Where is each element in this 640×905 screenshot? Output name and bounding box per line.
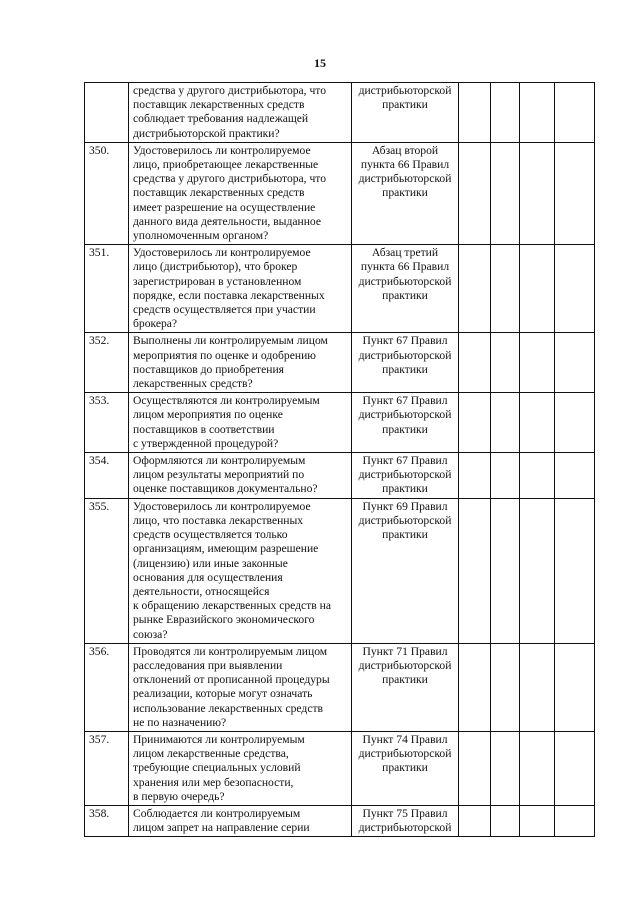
question-line: средства у другого дистрибьютора, что xyxy=(133,84,327,97)
answer-cell-3 xyxy=(520,393,555,453)
question-line: Осуществляются ли контролируемым xyxy=(133,394,320,408)
answer-cell-3 xyxy=(520,245,555,333)
question-line: дистрибьюторской практики? xyxy=(133,126,280,140)
answer-cell-2 xyxy=(491,393,520,453)
reference-line: пункта 66 Правил xyxy=(360,260,450,274)
question-line: уполномоченным органом? xyxy=(133,229,269,243)
question-line: (лицензию) или иные законные xyxy=(133,556,288,570)
reference-line: практики xyxy=(382,362,428,376)
answer-cell-3 xyxy=(520,453,555,499)
answer-cell-1 xyxy=(459,393,491,453)
table-row xyxy=(85,453,595,499)
answer-cell-1 xyxy=(459,453,491,499)
table-row xyxy=(85,643,595,731)
answer-cell-3 xyxy=(520,805,555,836)
answer-cell-4 xyxy=(555,453,595,499)
answer-cell-3 xyxy=(520,643,555,731)
question-line: лекарственных средств? xyxy=(133,377,253,391)
answer-cell-1 xyxy=(459,498,491,643)
reference-cell xyxy=(352,83,459,143)
reference-line: практики xyxy=(382,528,428,542)
question-line: Соблюдается ли контролируемым xyxy=(133,806,301,820)
reference-line: Пункт 74 Правил xyxy=(362,732,448,746)
question-line: в первую очередь? xyxy=(133,789,225,803)
question-line: соблюдает требования надлежащей xyxy=(133,112,309,126)
question-cell xyxy=(129,643,352,731)
row-number: 358. xyxy=(85,805,129,836)
reference-line: Абзац третий xyxy=(371,246,439,260)
row-number: 356. xyxy=(85,643,129,731)
reference-line: дистрибьюторской xyxy=(358,274,452,288)
answer-cell-3 xyxy=(520,142,555,244)
question-line: порядке, если поставка лекарственных xyxy=(133,288,325,302)
answer-cell-2 xyxy=(491,731,520,805)
question-line: лицом запрет на направление серии xyxy=(133,821,310,835)
answer-cell-1 xyxy=(459,731,491,805)
reference-line: дистрибьюторской xyxy=(358,821,452,835)
question-line: Проводятся ли контролируемым лицом xyxy=(133,644,328,658)
answer-cell-2 xyxy=(491,142,520,244)
answer-cell-2 xyxy=(491,643,520,731)
reference-line: Пункт 71 Правил xyxy=(362,644,448,658)
reference-line: практики xyxy=(382,482,428,496)
reference-cell xyxy=(352,333,459,393)
row-number: 350. xyxy=(85,142,129,244)
question-line: Выполнены ли контролируемым лицом xyxy=(133,334,328,348)
question-cell xyxy=(129,453,352,499)
question-line: Удостоверилось ли контролируемое xyxy=(133,143,311,157)
question-line: лицо, приобретающее лекарственные xyxy=(133,158,319,172)
question-line: поставщиков до приобретения xyxy=(133,362,285,376)
question-line: рынке Евразийского экономического xyxy=(133,613,315,627)
reference-cell xyxy=(352,805,459,836)
reference-line: практики xyxy=(382,98,428,112)
reference-line: дистрибьюторской xyxy=(358,513,452,527)
row-number: 357. xyxy=(85,731,129,805)
question-line: брокера? xyxy=(133,317,178,331)
question-line: лицо, что поставка лекарственных xyxy=(133,513,304,527)
answer-cell-3 xyxy=(520,731,555,805)
reference-line: дистрибьюторской xyxy=(358,172,452,186)
question-line: лицом мероприятия по оценке xyxy=(133,408,283,422)
answer-cell-3 xyxy=(520,498,555,643)
answer-cell-1 xyxy=(459,643,491,731)
reference-line: дистрибьюторской xyxy=(358,468,452,482)
answer-cell-1 xyxy=(459,245,491,333)
answer-cell-4 xyxy=(555,245,595,333)
answer-cell-4 xyxy=(555,333,595,393)
reference-line: дистрибьюторской xyxy=(358,84,452,97)
question-line: поставщик лекарственных средств xyxy=(133,98,305,112)
row-number: 352. xyxy=(85,333,129,393)
question-line: требующие специальных условий xyxy=(133,761,301,775)
answer-cell-4 xyxy=(555,83,595,143)
question-cell xyxy=(129,393,352,453)
answer-cell-1 xyxy=(459,805,491,836)
reference-line: практики xyxy=(382,673,428,687)
question-cell xyxy=(129,245,352,333)
table-row xyxy=(85,498,595,643)
answer-cell-1 xyxy=(459,142,491,244)
reference-cell xyxy=(352,245,459,333)
row-number: 355. xyxy=(85,498,129,643)
page-number: 15 xyxy=(314,56,326,70)
question-line: Оформляются ли контролируемым xyxy=(133,454,306,468)
question-line: деятельности, относящейся xyxy=(133,584,270,598)
reference-cell xyxy=(352,643,459,731)
table-row xyxy=(85,333,595,393)
answer-cell-4 xyxy=(555,142,595,244)
question-line: к обращению лекарственных средств на xyxy=(133,599,331,613)
reference-line: Пункт 67 Правил xyxy=(362,454,448,468)
question-line: союза? xyxy=(133,627,168,641)
reference-line: дистрибьюторской xyxy=(358,408,452,422)
reference-line: практики xyxy=(382,761,428,775)
reference-cell xyxy=(352,453,459,499)
question-line: Принимаются ли контролируемым xyxy=(133,732,305,746)
question-cell xyxy=(129,142,352,244)
question-cell xyxy=(129,83,352,143)
answer-cell-3 xyxy=(520,333,555,393)
reference-line: практики xyxy=(382,288,428,302)
question-line: средств осуществляется только xyxy=(133,528,288,542)
reference-line: дистрибьюторской xyxy=(358,658,452,672)
table-row xyxy=(85,245,595,333)
table-row xyxy=(85,805,595,836)
question-line: не по назначению? xyxy=(133,715,227,729)
answer-cell-2 xyxy=(491,83,520,143)
reference-cell xyxy=(352,393,459,453)
reference-line: пункта 66 Правил xyxy=(360,158,450,172)
question-line: данного вида деятельности, выданное xyxy=(133,214,322,228)
answer-cell-4 xyxy=(555,498,595,643)
question-line: отклонений от прописанной процедуры xyxy=(133,673,330,687)
checklist-table xyxy=(84,82,595,837)
answer-cell-1 xyxy=(459,333,491,393)
question-line: с утвержденной процедурой? xyxy=(133,436,279,450)
answer-cell-4 xyxy=(555,643,595,731)
question-line: использование лекарственных средств xyxy=(133,701,324,715)
question-line: Удостоверилось ли контролируемое xyxy=(133,499,311,513)
question-line: мероприятия по оценке и одобрению xyxy=(133,348,316,362)
question-line: хранения или мер безопасности, xyxy=(133,775,294,789)
question-line: имеет разрешение на осуществление xyxy=(133,200,316,214)
row-number: 351. xyxy=(85,245,129,333)
reference-line: дистрибьюторской xyxy=(358,348,452,362)
question-line: Удостоверилось ли контролируемое xyxy=(133,246,311,260)
question-line: лицом лекарственные средства, xyxy=(133,747,289,761)
table-row xyxy=(85,731,595,805)
question-line: оценке поставщиков документально? xyxy=(133,482,318,496)
question-line: лицо (дистрибьютор), что брокер xyxy=(133,260,298,274)
reference-line: Абзац второй xyxy=(371,143,439,157)
answer-cell-2 xyxy=(491,453,520,499)
question-line: расследования при выявлении xyxy=(133,658,283,672)
table-row xyxy=(85,83,595,143)
reference-cell xyxy=(352,731,459,805)
table-row xyxy=(85,142,595,244)
question-line: реализации, которые могут означать xyxy=(133,687,313,701)
reference-cell xyxy=(352,498,459,643)
question-line: поставщиков в соответствии xyxy=(133,422,275,436)
row-number: 354. xyxy=(85,453,129,499)
question-line: средств осуществляется при участии xyxy=(133,303,316,317)
reference-line: Пункт 75 Правил xyxy=(362,806,448,820)
question-line: зарегистрирован в установленном xyxy=(133,274,302,288)
question-cell xyxy=(129,731,352,805)
reference-cell xyxy=(352,142,459,244)
answer-cell-4 xyxy=(555,805,595,836)
question-line: поставщик лекарственных средств xyxy=(133,186,305,200)
answer-cell-2 xyxy=(491,333,520,393)
question-line: основания для осуществления xyxy=(133,570,283,584)
reference-line: практики xyxy=(382,186,428,200)
answer-cell-3 xyxy=(520,83,555,143)
reference-line: практики xyxy=(382,422,428,436)
answer-cell-1 xyxy=(459,83,491,143)
reference-line: дистрибьюторской xyxy=(358,747,452,761)
answer-cell-2 xyxy=(491,498,520,643)
question-line: организациям, имеющим разрешение xyxy=(133,542,319,556)
table-row xyxy=(85,393,595,453)
answer-cell-2 xyxy=(491,245,520,333)
reference-line: Пункт 67 Правил xyxy=(362,334,448,348)
reference-line: Пункт 67 Правил xyxy=(362,394,448,408)
answer-cell-4 xyxy=(555,393,595,453)
answer-cell-2 xyxy=(491,805,520,836)
question-cell xyxy=(129,498,352,643)
question-line: средства у другого дистрибьютора, что xyxy=(133,172,327,186)
row-number xyxy=(85,83,129,143)
checklist-table-body xyxy=(85,83,595,837)
row-number: 353. xyxy=(85,393,129,453)
reference-line: Пункт 69 Правил xyxy=(362,499,448,513)
answer-cell-4 xyxy=(555,731,595,805)
question-cell xyxy=(129,805,352,836)
question-cell xyxy=(129,333,352,393)
question-line: лицом результаты мероприятий по xyxy=(133,468,305,482)
